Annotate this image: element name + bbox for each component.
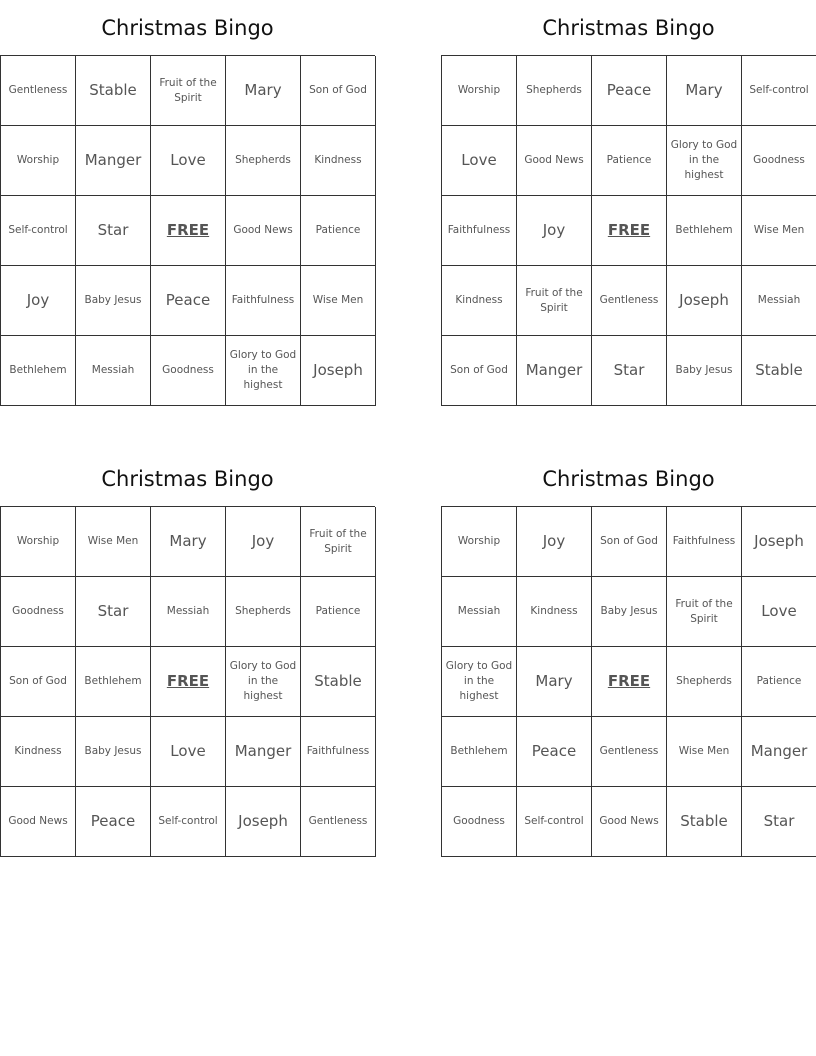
bingo-cell: Peace <box>517 717 592 787</box>
bingo-cell: Star <box>76 577 151 647</box>
bingo-cell: Kindness <box>442 266 517 336</box>
bingo-cell: Love <box>151 717 226 787</box>
bingo-cell: Messiah <box>76 336 151 406</box>
bingo-cell: Joy <box>517 196 592 266</box>
bingo-cell: Manger <box>517 336 592 406</box>
bingo-cell: Manger <box>76 126 151 196</box>
bingo-cell: Good News <box>592 787 667 857</box>
bingo-cell: Gentleness <box>301 787 376 857</box>
bingo-cell: Wise Men <box>301 266 376 336</box>
bingo-cell: Fruit of the Spirit <box>151 56 226 126</box>
free-space-cell: FREE <box>151 647 226 717</box>
bingo-card-4 <box>441 451 816 857</box>
bingo-cell: Kindness <box>301 126 376 196</box>
bingo-cell: Joseph <box>742 507 816 577</box>
bingo-cell: Wise Men <box>76 507 151 577</box>
bingo-cell: Faithfulness <box>301 717 376 787</box>
bingo-cell: Faithfulness <box>226 266 301 336</box>
bingo-cell: Worship <box>442 56 517 126</box>
bingo-cell: Mary <box>226 56 301 126</box>
bingo-cell: Stable <box>667 787 742 857</box>
card-title: Christmas Bingo <box>542 467 715 491</box>
bingo-cell: Joseph <box>667 266 742 336</box>
bingo-cell: Love <box>742 577 816 647</box>
bingo-cell: Glory to God in the highest <box>226 336 301 406</box>
bingo-cell: Faithfulness <box>442 196 517 266</box>
bingo-cell: Good News <box>226 196 301 266</box>
card-title: Christmas Bingo <box>542 16 715 40</box>
bingo-cell: Star <box>592 336 667 406</box>
bingo-cell: Good News <box>517 126 592 196</box>
bingo-cell: Wise Men <box>742 196 816 266</box>
bingo-cell: Son of God <box>592 507 667 577</box>
bingo-cell: Kindness <box>517 577 592 647</box>
bingo-card-3 <box>0 451 375 857</box>
bingo-cell: Bethlehem <box>76 647 151 717</box>
bingo-cell: Goodness <box>151 336 226 406</box>
bingo-cell: Joy <box>226 507 301 577</box>
free-space-cell: FREE <box>592 647 667 717</box>
bingo-card-1 <box>0 0 375 406</box>
bingo-cell: Star <box>742 787 816 857</box>
bingo-cell: Messiah <box>442 577 517 647</box>
bingo-cell: Bethlehem <box>442 717 517 787</box>
bingo-cell: Mary <box>667 56 742 126</box>
bingo-cell: Joseph <box>301 336 376 406</box>
bingo-cell: Mary <box>151 507 226 577</box>
bingo-cell: Fruit of the Spirit <box>517 266 592 336</box>
bingo-cell: Shepherds <box>517 56 592 126</box>
bingo-cell: Shepherds <box>226 126 301 196</box>
bingo-cell: Worship <box>1 126 76 196</box>
bingo-cell: Shepherds <box>667 647 742 717</box>
free-space-cell: FREE <box>592 196 667 266</box>
bingo-cell: Son of God <box>442 336 517 406</box>
bingo-cell: Mary <box>517 647 592 717</box>
bingo-cell: Goodness <box>1 577 76 647</box>
bingo-cell: Glory to God in the highest <box>226 647 301 717</box>
bingo-cell: Fruit of the Spirit <box>301 507 376 577</box>
bingo-cell: Manger <box>226 717 301 787</box>
bingo-cell: Baby Jesus <box>667 336 742 406</box>
bingo-cell: Gentleness <box>592 717 667 787</box>
bingo-cell: Good News <box>1 787 76 857</box>
bingo-cell: Peace <box>151 266 226 336</box>
bingo-cell: Love <box>442 126 517 196</box>
bingo-cell: Self-control <box>742 56 816 126</box>
bingo-cell: Self-control <box>517 787 592 857</box>
bingo-cell: Bethlehem <box>667 196 742 266</box>
bingo-cell: Joy <box>517 507 592 577</box>
free-space-cell: FREE <box>151 196 226 266</box>
bingo-cell: Worship <box>442 507 517 577</box>
bingo-cell: Stable <box>742 336 816 406</box>
bingo-cell: Kindness <box>1 717 76 787</box>
bingo-cell: Worship <box>1 507 76 577</box>
bingo-cell: Fruit of the Spirit <box>667 577 742 647</box>
bingo-grid <box>441 55 816 406</box>
bingo-cell: Messiah <box>151 577 226 647</box>
bingo-cell: Manger <box>742 717 816 787</box>
card-title: Christmas Bingo <box>101 467 274 491</box>
bingo-cell: Self-control <box>1 196 76 266</box>
bingo-cell: Peace <box>592 56 667 126</box>
bingo-cell: Gentleness <box>592 266 667 336</box>
bingo-cell: Stable <box>76 56 151 126</box>
bingo-cell: Goodness <box>442 787 517 857</box>
bingo-cell: Gentleness <box>1 56 76 126</box>
bingo-cell: Wise Men <box>667 717 742 787</box>
bingo-cell: Son of God <box>1 647 76 717</box>
bingo-cell: Joseph <box>226 787 301 857</box>
bingo-cell: Self-control <box>151 787 226 857</box>
bingo-cell: Joy <box>1 266 76 336</box>
bingo-cell: Shepherds <box>226 577 301 647</box>
bingo-cell: Son of God <box>301 56 376 126</box>
bingo-cell: Patience <box>592 126 667 196</box>
bingo-grid <box>0 55 375 406</box>
bingo-cell: Peace <box>76 787 151 857</box>
bingo-cell: Bethlehem <box>1 336 76 406</box>
bingo-grid <box>0 506 375 857</box>
bingo-cell: Messiah <box>742 266 816 336</box>
bingo-grid <box>441 506 816 857</box>
bingo-cell: Patience <box>742 647 816 717</box>
bingo-cell: Faithfulness <box>667 507 742 577</box>
bingo-cell: Star <box>76 196 151 266</box>
bingo-cell: Patience <box>301 196 376 266</box>
bingo-cell: Love <box>151 126 226 196</box>
bingo-cell: Baby Jesus <box>592 577 667 647</box>
card-title: Christmas Bingo <box>101 16 274 40</box>
bingo-cell: Patience <box>301 577 376 647</box>
bingo-cell: Glory to God in the highest <box>442 647 517 717</box>
bingo-cell: Stable <box>301 647 376 717</box>
bingo-cell: Baby Jesus <box>76 717 151 787</box>
bingo-cell: Goodness <box>742 126 816 196</box>
bingo-cell: Baby Jesus <box>76 266 151 336</box>
bingo-cell: Glory to God in the highest <box>667 126 742 196</box>
bingo-card-2 <box>441 0 816 406</box>
